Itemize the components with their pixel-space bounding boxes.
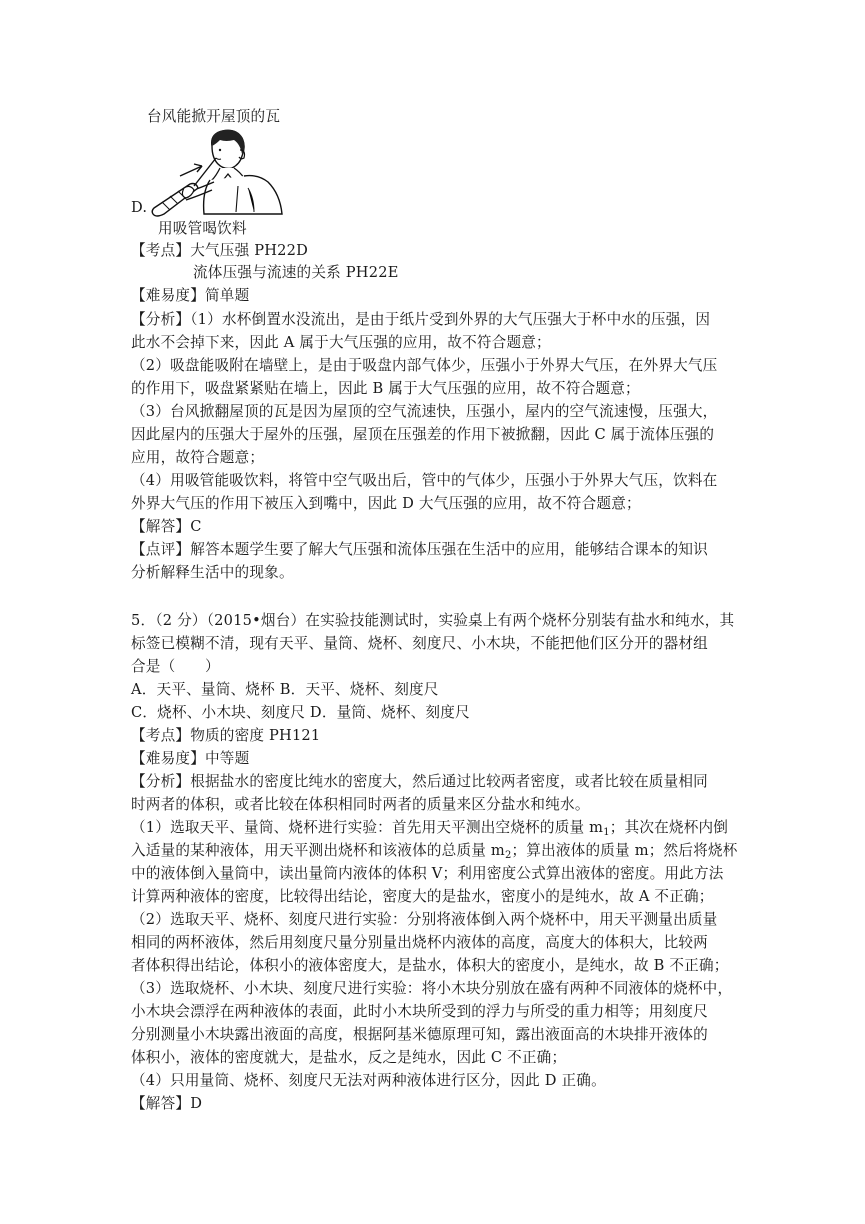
q5-stem-line-1: 5．（2 分）（2015•烟台）在实验技能测试时，实验桌上有两个烧杯分别装有盐水和纯水，其	[131, 612, 735, 629]
kaodian-value: 物质的密度 PH121	[190, 727, 321, 744]
q5-fenxi: 【分析】根据盐水的密度比纯水的密度大，然后通过比较两者密度，或者比较在质量相同	[131, 773, 708, 790]
q4-jieda: 【解答】C	[131, 518, 202, 535]
q5-part3-line-2: 小木块会漂浮在两种液体的表面，此时小木块所受到的浮力与所受的重力相等；用刻度尺	[131, 1003, 708, 1020]
person-drinking-through-straw-illustration	[150, 128, 286, 218]
q5-part3-line-3: 分别测量小木块露出液面的高度，根据阿基米德原理可知，露出液面高的木块排开液体的	[131, 1026, 708, 1043]
q5-part1-line-4: 计算两种液体的密度，比较得出结论，密度大的是盐水，密度小的是纯水，故 A 不正确；	[131, 888, 714, 905]
nandu-tag: 难易度	[145, 287, 191, 304]
q4-fenxi-line-3: 的作用下，吸盘紧紧贴在墙上，因此 B 属于大气压强的应用，故不符合题意；	[131, 380, 640, 397]
p1-text-b: ；算出液体的质量 m；然后将烧杯	[511, 842, 738, 859]
q4-fenxi-line-5: 因此屋内的压强大于屋外的压强，屋顶在压强差的作用下被掀翻，因此 C 属于流体压强的	[131, 426, 715, 443]
p1-text-b: ；其次在烧杯内倒	[609, 819, 729, 836]
jieda-value: D	[190, 1095, 203, 1112]
fenxi-tag: 分析	[145, 773, 176, 790]
nandu-value: 简单题	[204, 287, 250, 304]
q5-part1-line-3: 中的液体倒入量筒中，读出量筒内液体的体积 V；利用密度公式算出液体的密度。用此方法	[131, 865, 724, 882]
option-c-caption: 台风能掀开屋顶的瓦	[147, 108, 281, 125]
option-d-caption: 用吸管喝饮料	[158, 220, 247, 237]
dianping-text: 解答本题学生要了解大气压强和流体压强在生活中的应用，能够结合课本的知识	[190, 541, 708, 558]
q5-options-ab: A．天平、量筒、烧杯 B．天平、烧杯、刻度尺	[131, 681, 439, 698]
q5-options-cd: C．烧杯、小木块、刻度尺 D．量筒、烧杯、刻度尺	[131, 704, 470, 721]
q5-kaodian: 【考点】物质的密度 PH121	[131, 727, 321, 744]
q4-kaodian: 【考点】大气压强 PH22D	[131, 242, 309, 259]
fenxi-text: 根据盐水的密度比纯水的密度大，然后通过比较两者密度，或者比较在质量相同	[190, 773, 708, 790]
jieda-tag: 解答	[145, 518, 176, 535]
q5-stem-line-2: 标签已模糊不清，现有天平、量筒、烧杯、刻度尺、小木块，不能把他们区分开的器材组	[131, 635, 708, 652]
q4-fenxi-line-6: 应用，故符合题意；	[131, 449, 265, 466]
q4-dianping-2: 分析解释生活中的现象。	[131, 564, 294, 581]
kaodian-tag: 考点	[145, 242, 176, 259]
q4-kaodian-2: 流体压强与流速的关系 PH22E	[193, 264, 399, 281]
jieda-value: C	[190, 518, 202, 535]
fenxi-tag: 分析	[145, 311, 176, 328]
q4-fenxi-line-7: （4）用吸管能吸饮料，将管中空气吸出后，管中的气体少，压强小于外界大气压，饮料在	[131, 472, 718, 489]
q4-fenxi-line-4: （3）台风掀翻屋顶的瓦是因为屋顶的空气流速快，压强小，屋内的空气流速慢，压强大，	[131, 403, 718, 420]
q5-stem-line-3: 合是（ ）	[131, 658, 220, 675]
nandu-tag: 难易度	[145, 750, 191, 767]
q4-fenxi-line-0: 【分析】（1）水杯倒置水没流出，是由于纸片受到外界的大气压强大于杯中水的压强，因	[131, 311, 711, 328]
q4-fenxi-line-1: 此水不会掉下来，因此 A 属于大气压强的应用，故不符合题意；	[131, 334, 551, 351]
nandu-value: 中等题	[204, 750, 250, 767]
p1-subscript: 2	[504, 850, 512, 861]
q4-fenxi-line-2: （2）吸盘能吸附在墙壁上，是由于吸盘内部气体少，压强小于外界大气压，在外界大气压	[131, 357, 718, 374]
q5-part3-line-4: 体积小，液体的密度就大，是盐水，反之是纯水，因此 C 不正确；	[131, 1049, 567, 1066]
q5-part2-line-1: （2）选取天平、烧杯、刻度尺进行实验：分别将液体倒入两个烧杯中，用天平测量出质量	[131, 911, 718, 928]
q5-nandu: 【难易度】中等题	[131, 750, 250, 767]
dianping-tag: 点评	[145, 541, 176, 558]
q5-part3-line-1: （3）选取烧杯、小木块、刻度尺进行实验：将小木块分别放在盛有两种不同液体的烧杯中，	[131, 980, 733, 997]
q5-jieda: 【解答】D	[131, 1095, 203, 1112]
jieda-tag: 解答	[145, 1095, 176, 1112]
p1-text-a: （1）选取天平、量筒、烧杯进行实验：首先用天平测出空烧杯的质量 m	[131, 819, 604, 836]
fenxi-text: （1）水杯倒置水没流出，是由于纸片受到外界的大气压强大于杯中水的压强，因	[190, 311, 711, 328]
q5-part2-line-2: 相同的两杯液体，然后用刻度尺量分别量出烧杯内液体的高度，高度大的体积大，比较两	[131, 934, 708, 951]
q5-fenxi-2: 时两者的体积，或者比较在体积相同时两者的质量来区分盐水和纯水。	[131, 796, 590, 813]
q4-nandu: 【难易度】简单题	[131, 287, 250, 304]
kaodian-tag: 考点	[145, 727, 176, 744]
q4-fenxi-line-8: 外界大气压的作用下被压入到嘴中，因此 D 大气压强的应用，故不符合题意；	[131, 495, 641, 512]
q4-dianping: 【点评】解答本题学生要了解大气压强和流体压强在生活中的应用，能够结合课本的知识	[131, 541, 708, 558]
kaodian-value: 大气压强 PH22D	[190, 242, 309, 259]
option-d-letter: D.	[131, 199, 148, 216]
q5-part2-line-3: 者体积得出结论，体积小的液体密度大，是盐水，体积大的密度小，是纯水，故 B 不正确；	[131, 957, 729, 974]
p1-subscript: 1	[603, 827, 610, 838]
q5-part4-line-1: （4）只用量筒、烧杯、刻度尺无法对两种液体进行区分，因此 D 正确。	[131, 1072, 606, 1089]
p1-text-a: 入适量的某种液体，用天平测出烧杯和该液体的总质量 m	[131, 842, 505, 859]
